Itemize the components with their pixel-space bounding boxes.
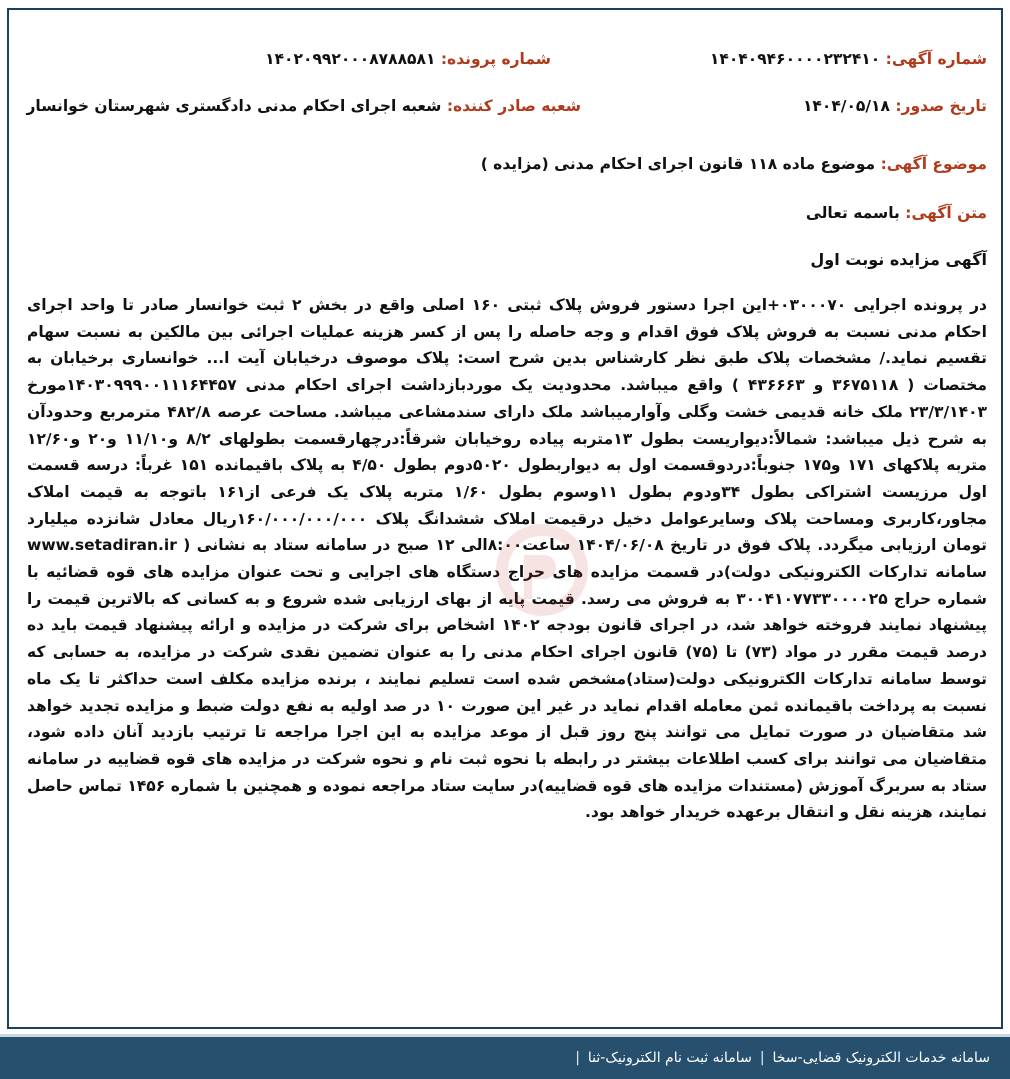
text-intro: باسمه تعالی [806, 204, 900, 222]
issue-date-row [803, 97, 987, 115]
notice-content [9, 10, 1001, 1027]
footer-link-sakha[interactable]: سامانه خدمات الکترونیک قضایی-سخا [769, 1050, 994, 1066]
footer-separator: | [756, 1050, 769, 1066]
announcement-body-text: در پرونده اجرایی ۰۳۰۰۰۷۰+این اجرا دستور فروش پلاک ثبتی ۱۶۰ اصلی واقع در بخش ۲ ثبت خوانسار صادر تا واحد اجرای احکام مدنی نسبت به فروش پلاک فوق اقدام و وجه حاصله را پس از کسر هزینه عملیات اجرائی بین مالکین به نسبت سهام تقسیم نماید./ مشخصات پلاک طبق نظر کارشناس بدین شرح است: پلاک موصوف درخیابان آیت ا... خوانساری برخیابان به مختصات ( ۳۶۷۵۱۱۸ و ۴۳۶۶۶۳ ) واقع میباشد. محدودیت یک موردبازداشت اجرای احکام مدنی ۱۴۰۳۰۹۹۹۰۰۱۱۱۶۴۴۵۷مورخ ۲۳/۳/۱۴۰۳ ملک خانه قدیمی خشت وگلی وآوارمیباشد ملک دارای سندمشاعی میباشد. مساحت عرصه ۴۸۲/۸ مترمربع وحدودآن به شرح ذیل میباشد: شمالاً:دیواریست بطول ۱۳متربه پیاده روخیابان شرقاً:درچهارقسمت بطولهای ۸/۲ و۱۱/۱۰ و۲۰ و۱۲/۶۰ متربه پلاکهای ۱۷۱ و۱۷۵ جنوباً:دردوقسمت اول به دیواربطول ۵۰۲۰دوم بطول ۴/۵۰ به پلاک باقیمانده ۱۵۱ غرباً: درسه قسمت اول مرزیست اشتراکی بطول ۳۴ودوم بطول ۱۱وسوم بطول ۱/۶۰ متربه پلاک یک فرعی از۱۶۱ باتوجه به قیمت املاک مجاور،کاربری ومساحت پلاک وسایرعوامل دخیل درقیمت املاک ششدانگ پلاک ۱۶۰/۰۰۰/۰۰۰/۰۰۰ریال معادل شانزده میلیارد تومان ارزیابی میگردد. پلاک فوق در تاریخ ۱۴۰۴/۰۶/۰۸ ساعت۸:۰۰الی ۱۲ صبح در سامانه ستاد به نشانی ( www.setadiran.ir سامانه تدارکات الکترونیکی دولت)در قسمت مزایده های حراج دستگاه های اجرایی و تحت عنوان مزایده های قوه قضائیه با شماره حراج ۳۰۰۴۱۰۷۷۳۳۰۰۰۰۲۵ به فروش می رسد. قیمت پایه از بهای ارزیابی شده شروع و به کسانی که بالاترین قیمت را پیشنهاد نمایند فروخته خواهد شد، در اجرای قانون بودجه ۱۴۰۲ اشخاص برای شرکت در مزایده و ارائه پیشنهاد قیمت باید ده درصد قیمت مقرر در مواد (۷۳) تا (۷۵) قانون اجرای احکام مدنی را به عنوان تضمین نقدی شرکت در مزایده، به حسابی که توسط سامانه تدارکات الکترونیکی دولت(ستاد)مشخص شده است تسلیم نمایند ، برنده مزایده مکلف است حداکثر تا یک ماه نسبت به پرداخت باقیمانده ثمن معامله اقدام نماید در غیر این صورت ۱۰ در صد اولیه به نفع دولت ضبط و مزایده تجدید خواهد شد متقاضیان در صورت تمایل می توانند پنج روز قبل از موعد مزایده به این اجرا مراجعه تا ترتیب بازدید آنان داده شود، متقاضیان می توانند برای کسب اطلاعات بیشتر در رابطه با نحوه ثبت نام و نحوه شرکت در مزایده های قوه قضاییه در سامانه ستاد به سربرگ آموزش (مستندات مزایده های قوه قضاییه)در سایت ستاد مراجعه نموده و همچنین با شماره ۱۴۵۶ تماس حاصل نمایند، هزینه نقل و انتقال برعهده خریدار خواهد بود. [27, 292, 987, 826]
announcement-body [27, 292, 987, 826]
branch-value: شعبه اجرای احکام مدنی دادگستری شهرستان خوانسار [26, 97, 441, 115]
footer-links [571, 1043, 994, 1073]
case-number-label: شماره پرونده: [441, 50, 551, 68]
text-label: متن آگهی: [905, 204, 987, 222]
issue-date-value: ۱۴۰۴/۰۵/۱۸ [803, 97, 890, 115]
branch-row [26, 97, 581, 115]
ad-number-label: شماره آگهی: [886, 50, 987, 68]
branch-label: شعبه صادر کننده: [447, 97, 581, 115]
notice-frame [7, 8, 1003, 1029]
case-number-value: ۱۴۰۲۰۹۹۲۰۰۰۸۷۸۸۵۸۱ [265, 50, 435, 68]
text-row [806, 204, 987, 222]
footer-bar [0, 1034, 1010, 1079]
case-number-row [265, 50, 551, 68]
ad-number-row [710, 50, 987, 68]
subject-label: موضوع آگهی: [881, 155, 987, 173]
subject-row [481, 155, 987, 173]
issue-date-label: تاریخ صدور: [895, 97, 987, 115]
footer-link-sana[interactable]: سامانه ثبت نام الکترونیک-ثنا [584, 1050, 756, 1066]
announcement-title: آگهی مزایده نوبت اول [810, 250, 987, 269]
ad-number-value: ۱۴۰۴۰۹۴۶۰۰۰۰۲۳۲۴۱۰ [710, 50, 880, 68]
subject-value: موضوع ماده ۱۱۸ قانون اجرای احکام مدنی (مزایده ) [481, 155, 875, 173]
footer-separator: | [571, 1050, 584, 1066]
